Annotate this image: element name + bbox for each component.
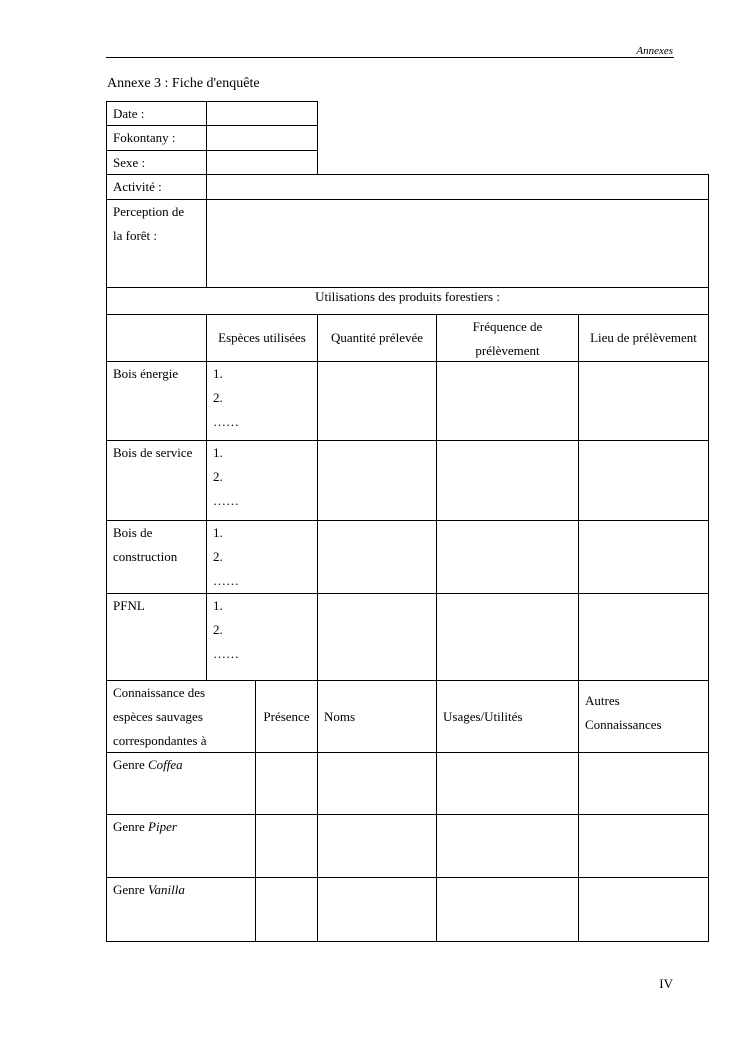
- quantite-cell-bois-service[interactable]: [317, 440, 437, 521]
- lieu-cell-pfnl[interactable]: [578, 593, 709, 681]
- species-line-ellipsis: ……: [213, 493, 239, 508]
- usage-header-empty: [106, 314, 207, 362]
- species-line-ellipsis: ……: [213, 573, 239, 588]
- column-header-autres-line1: Autres: [585, 693, 620, 708]
- species-line-1: 1.: [213, 525, 223, 540]
- frequence-cell-bois-energie[interactable]: [436, 361, 579, 441]
- column-header-usages: [436, 680, 579, 753]
- fokontany-label: [106, 125, 207, 151]
- column-header-lieu: [578, 314, 709, 362]
- presence-cell-piper[interactable]: [255, 814, 318, 878]
- column-header-lieu-text: Lieu de prélèvement: [590, 330, 697, 345]
- quantite-cell-pfnl[interactable]: [317, 593, 437, 681]
- frequence-cell-pfnl[interactable]: [436, 593, 579, 681]
- frequence-cell-bois-construction[interactable]: [436, 520, 579, 594]
- row-label-bois-service: [106, 440, 207, 521]
- page-number: IV: [659, 976, 673, 991]
- column-header-presence: [255, 680, 318, 753]
- row-label-bois-energie-line1: Bois énergie: [113, 366, 179, 381]
- column-header-noms-text: Noms: [324, 708, 356, 724]
- row-label-bois-construction-line2: construction: [113, 549, 178, 564]
- species-line-2: 2.: [213, 390, 223, 405]
- knowledge-header: [106, 680, 256, 753]
- row-label-bois-energie: [106, 361, 207, 441]
- column-header-presence-text: Présence: [263, 708, 310, 724]
- date-label: [106, 101, 207, 126]
- lieu-cell-bois-construction[interactable]: [578, 520, 709, 594]
- species-cell-bois-service[interactable]: [206, 440, 318, 521]
- column-header-autres-line2: Connaissances: [585, 717, 662, 732]
- genre-row-coffea: [106, 752, 256, 815]
- genre-name-vanilla: Vanilla: [148, 882, 185, 897]
- species-line-1: 1.: [213, 366, 223, 381]
- genre-prefix: Genre: [113, 757, 149, 772]
- column-header-noms: [317, 680, 437, 753]
- activite-label-text: Activité :: [113, 179, 162, 194]
- fokontany-field[interactable]: [206, 125, 318, 151]
- noms-cell-vanilla[interactable]: [317, 877, 437, 942]
- species-line-ellipsis: ……: [213, 414, 239, 429]
- genre-row-piper: [106, 814, 256, 878]
- knowledge-header-line2: espèces sauvages: [113, 709, 203, 724]
- header-section-label: Annexes: [636, 45, 673, 57]
- column-header-especes: [206, 314, 318, 362]
- usages-cell-vanilla[interactable]: [436, 877, 579, 942]
- column-header-frequence: [436, 314, 579, 362]
- usages-cell-piper[interactable]: [436, 814, 579, 878]
- presence-cell-vanilla[interactable]: [255, 877, 318, 942]
- column-header-frequence-line1: Fréquence de: [472, 319, 543, 334]
- species-line-1: 1.: [213, 598, 223, 613]
- perception-label-line1: Perception de: [113, 204, 185, 219]
- species-cell-bois-construction[interactable]: [206, 520, 318, 594]
- perception-label: [106, 199, 207, 288]
- column-header-quantite-text: Quantité prélevée: [330, 330, 424, 345]
- noms-cell-piper[interactable]: [317, 814, 437, 878]
- usages-cell-coffea[interactable]: [436, 752, 579, 815]
- lieu-cell-bois-service[interactable]: [578, 440, 709, 521]
- genre-name-piper: Piper: [148, 819, 177, 834]
- row-label-pfnl: [106, 593, 207, 681]
- lieu-cell-bois-energie[interactable]: [578, 361, 709, 441]
- row-label-bois-service-line1: Bois de service: [113, 445, 193, 460]
- column-header-autres: [578, 680, 709, 753]
- activite-field[interactable]: [206, 174, 709, 200]
- genre-prefix: Genre: [113, 819, 149, 834]
- quantite-cell-bois-construction[interactable]: [317, 520, 437, 594]
- sexe-field[interactable]: [206, 150, 318, 175]
- perception-field[interactable]: [206, 199, 709, 288]
- column-header-especes-text: Espèces utilisées: [218, 330, 306, 345]
- column-header-usages-text: Usages/Utilités: [443, 708, 523, 724]
- species-line-2: 2.: [213, 549, 223, 564]
- column-header-quantite: [317, 314, 437, 362]
- presence-cell-coffea[interactable]: [255, 752, 318, 815]
- genre-row-vanilla: [106, 877, 256, 942]
- autres-cell-coffea[interactable]: [578, 752, 709, 815]
- autres-cell-vanilla[interactable]: [578, 877, 709, 942]
- species-line-2: 2.: [213, 622, 223, 637]
- row-label-bois-construction: [106, 520, 207, 594]
- date-field[interactable]: [206, 101, 318, 126]
- form-title: Annexe 3 : Fiche d'enquête: [107, 76, 260, 91]
- column-header-frequence-line2: prélèvement: [475, 343, 540, 358]
- species-cell-bois-energie[interactable]: [206, 361, 318, 441]
- row-label-bois-construction-line1: Bois de: [113, 525, 153, 540]
- sexe-label-text: Sexe :: [113, 155, 146, 170]
- noms-cell-coffea[interactable]: [317, 752, 437, 815]
- header-rule: [106, 57, 674, 58]
- autres-cell-piper[interactable]: [578, 814, 709, 878]
- species-line-ellipsis: ……: [213, 646, 239, 661]
- species-line-2: 2.: [213, 469, 223, 484]
- frequence-cell-bois-service[interactable]: [436, 440, 579, 521]
- species-line-1: 1.: [213, 445, 223, 460]
- fokontany-label-text: Fokontany :: [113, 130, 176, 145]
- knowledge-header-line3: correspondantes à: [113, 733, 207, 748]
- genre-name-coffea: Coffea: [148, 757, 183, 772]
- sexe-label: [106, 150, 207, 175]
- knowledge-header-line1: Connaissance des: [113, 685, 206, 700]
- usage-table-title: [106, 287, 709, 315]
- usage-table-title-text: Utilisations des produits forestiers :: [315, 289, 500, 304]
- row-label-pfnl-line1: PFNL: [113, 598, 145, 613]
- genre-prefix: Genre: [113, 882, 149, 897]
- date-label-text: Date :: [113, 106, 145, 121]
- quantite-cell-bois-energie[interactable]: [317, 361, 437, 441]
- species-cell-pfnl[interactable]: [206, 593, 318, 681]
- perception-label-line2: la forêt :: [113, 228, 158, 243]
- activite-label: [106, 174, 207, 200]
